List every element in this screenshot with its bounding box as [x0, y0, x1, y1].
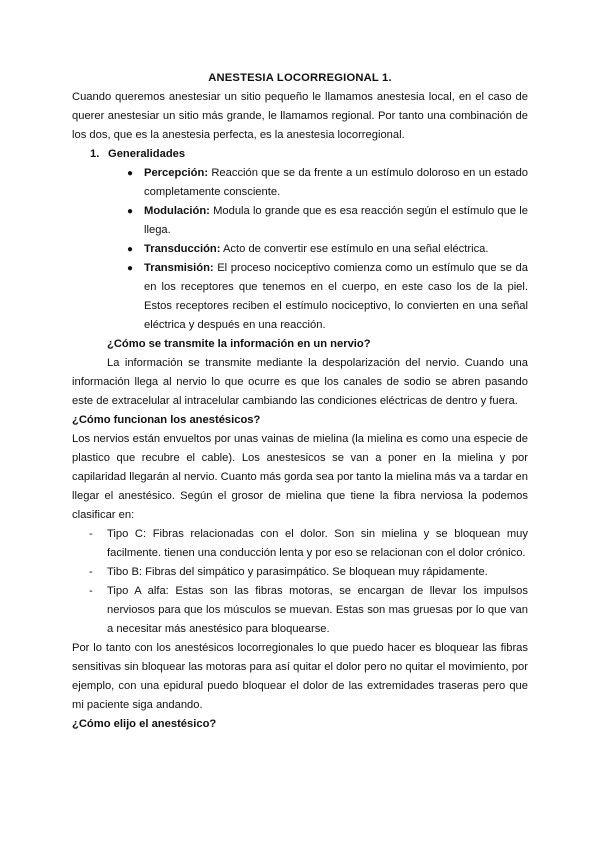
- term: Transducción:: [144, 243, 221, 255]
- anesthetics-paragraph: Los nervios están envueltos por unas vainas de mielina (la mielina es como una especie de plastico que recubre el cable). Los anestesicos se van a poner en la mielina y por capilaridad llegarán al nervio. Cuanto más gorda sea por tanto la mielina más va a tardar en llegar el anestésico. Según el grosor de mielina que tiene la fibra nerviosa la podemos clasificar en:: [72, 433, 528, 521]
- transmission-paragraph: La información se transmite mediante la despolarización del nervio. Cuando una información llega al nervio lo que ocurre es que los canales de sodio se abren pasando este de extracelular al intracelular cambiando las condiciones eléctricas de dentro y fuera.: [72, 357, 528, 407]
- bullet-icon: ●: [127, 168, 134, 179]
- definition: Reacción que se da frente a un estímulo doloroso en un estado completamente consciente.: [144, 167, 529, 198]
- list-item: [127, 164, 529, 202]
- section-number: 1.: [90, 148, 100, 160]
- list-item: [89, 582, 528, 639]
- definition: Modula lo grande que es esa reacción según el estímulo que le llega.: [144, 205, 528, 236]
- definition: Acto de convertir ese estímulo en una señal eléctrica.: [222, 243, 489, 255]
- question-heading-choose-anesthetic: ¿Cómo elijo el anestésico?: [72, 718, 217, 730]
- list-item: [89, 563, 528, 582]
- term: Percepción:: [144, 167, 209, 179]
- intro-paragraph: Cuando queremos anestesiar un sitio pequeño le llamamos anestesia local, en el caso de querer anestesiar un sitio más grande, le llamamos regional. Por tanto una combinación de los dos, que es la anestesia perfecta, es la anestesia locorregional.: [72, 91, 528, 141]
- list-item: [127, 240, 528, 259]
- fiber-type-text: Tibo B: Fibras del simpático y parasimpático. Se bloquean muy rápidamente.: [107, 566, 488, 578]
- generalidades-list: [72, 164, 528, 335]
- list-item: [127, 202, 528, 240]
- bullet-icon: ●: [127, 206, 134, 217]
- question-heading-transmission: ¿Cómo se transmite la información en un nervio?: [107, 338, 371, 350]
- dash-icon: -: [89, 528, 93, 540]
- fiber-types-list: [72, 525, 528, 639]
- dash-icon: -: [89, 585, 93, 597]
- section-heading-generalidades: [90, 145, 528, 164]
- document-body: [72, 69, 528, 734]
- bullet-icon: ●: [127, 244, 134, 255]
- term: Modulación:: [144, 205, 210, 217]
- question-heading-anesthetics: ¿Cómo funcionan los anestésicos?: [72, 414, 261, 426]
- dash-icon: -: [89, 566, 93, 578]
- conclusion-paragraph: Por lo tanto con los anestésicos locorregionales lo que puedo hacer es bloquear las fibras sensitivas sin bloquear las motoras para así quitar el dolor pero no quitar el movimiento, por ejemplo, con una epidural puedo bloquear el dolor de las extremidades traseras pero que mi paciente siga andando.: [72, 642, 528, 711]
- section-heading-text: Generalidades: [108, 148, 186, 160]
- fiber-type-text: Tipo C: Fibras relacionadas con el dolor. Son sin mielina y se bloquean muy facilmente. tienen una conducción lenta y por eso se relacionan con el dolor crónico.: [107, 528, 528, 559]
- list-item: [89, 525, 528, 563]
- list-item: [127, 259, 528, 335]
- definition: El proceso nociceptivo comienza como un estímulo que se da en los receptores que tenemos en el cuerpo, en este caso los de la piel. Estos receptores reciben el estímulo nociceptivo, lo convierten en una señal eléctrica y después en una reacción.: [144, 262, 528, 331]
- bullet-icon: ●: [127, 263, 134, 274]
- term: Transmisión:: [144, 262, 214, 274]
- fiber-type-text: Tipo A alfa: Estas son las fibras motoras, se encargan de llevar los impulsos nerviosos para que los músculos se muevan. Estas son mas gruesas por lo que van a necesitar más anestésico para bloquearse.: [107, 585, 528, 635]
- document-title: ANESTESIA LOCORREGIONAL 1.: [208, 72, 392, 84]
